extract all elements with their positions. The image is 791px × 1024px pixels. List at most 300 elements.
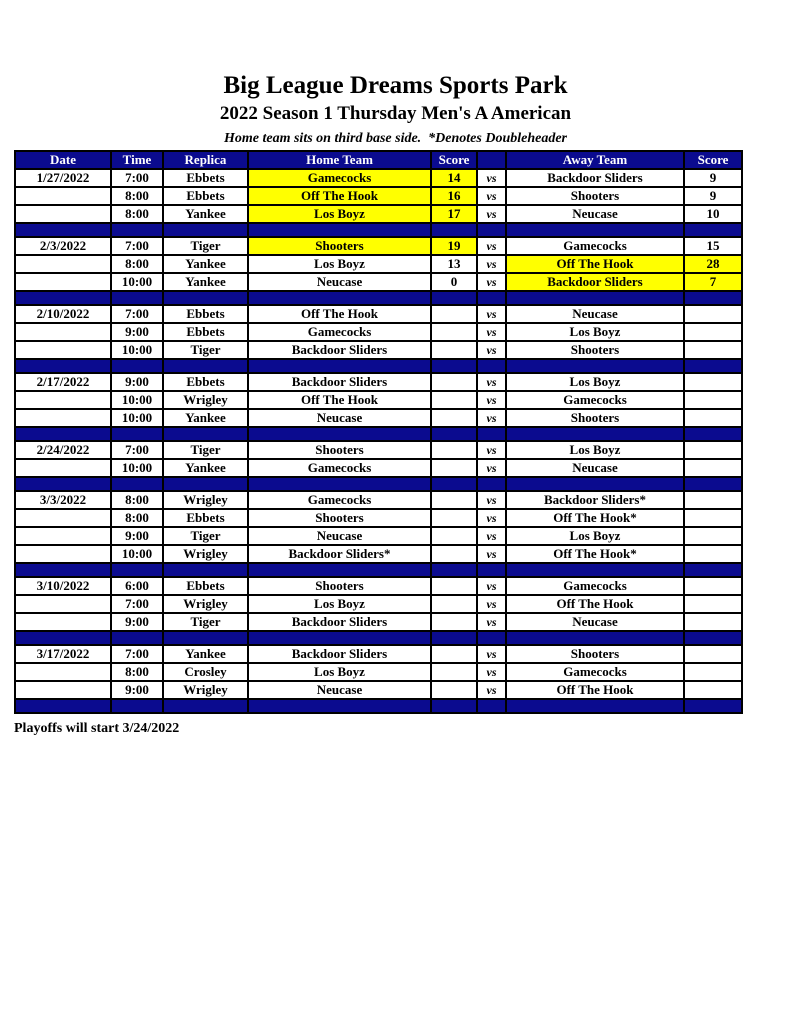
- vs-cell: vs: [477, 509, 506, 527]
- separator-cell: [111, 699, 163, 713]
- time-cell: 8:00: [111, 663, 163, 681]
- game-row: [15, 459, 742, 477]
- vs-cell: vs: [477, 663, 506, 681]
- away-team-cell: Los Boyz: [506, 527, 684, 545]
- away-team-cell: Neucase: [506, 305, 684, 323]
- away-score-cell: [684, 595, 742, 613]
- separator-cell: [684, 699, 742, 713]
- date-cell: 3/17/2022: [15, 645, 111, 663]
- time-cell: 7:00: [111, 441, 163, 459]
- game-row: [15, 509, 742, 527]
- home-team-cell: Los Boyz: [248, 205, 431, 223]
- page-title: Big League Dreams Sports Park: [223, 72, 568, 99]
- replica-cell: Wrigley: [163, 491, 248, 509]
- separator-cell: [431, 223, 477, 237]
- game-row: [15, 409, 742, 427]
- time-cell: 9:00: [111, 373, 163, 391]
- separator-cell: [431, 291, 477, 305]
- game-row: [15, 323, 742, 341]
- away-team-cell: Shooters: [506, 409, 684, 427]
- vs-cell: vs: [477, 409, 506, 427]
- replica-cell: Tiger: [163, 237, 248, 255]
- separator-cell: [684, 291, 742, 305]
- separator-cell: [248, 291, 431, 305]
- time-cell: 7:00: [111, 169, 163, 187]
- replica-cell: Yankee: [163, 255, 248, 273]
- replica-cell: Tiger: [163, 527, 248, 545]
- date-separator-row: [15, 477, 742, 491]
- date-cell: [15, 681, 111, 699]
- away-team-cell: Off The Hook: [506, 595, 684, 613]
- date-cell: [15, 391, 111, 409]
- home-score-cell: [431, 323, 477, 341]
- home-score-cell: 16: [431, 187, 477, 205]
- home-team-cell: Backdoor Sliders: [248, 613, 431, 631]
- replica-cell: Yankee: [163, 205, 248, 223]
- home-score-cell: [431, 409, 477, 427]
- away-score-cell: [684, 613, 742, 631]
- home-team-cell: Backdoor Sliders*: [248, 545, 431, 563]
- time-cell: 10:00: [111, 409, 163, 427]
- time-cell: 8:00: [111, 509, 163, 527]
- playoffs-note: Playoffs will start 3/24/2022: [14, 721, 180, 736]
- separator-cell: [15, 477, 111, 491]
- away-score-cell: 9: [684, 169, 742, 187]
- vs-cell: vs: [477, 391, 506, 409]
- table-header: [15, 151, 742, 169]
- away-team-cell: Backdoor Sliders: [506, 273, 684, 291]
- vs-cell: vs: [477, 305, 506, 323]
- home-team-cell: Los Boyz: [248, 663, 431, 681]
- date-cell: 1/27/2022: [15, 169, 111, 187]
- separator-cell: [15, 563, 111, 577]
- separator-cell: [163, 631, 248, 645]
- date-cell: [15, 255, 111, 273]
- replica-cell: Wrigley: [163, 391, 248, 409]
- replica-cell: Ebbets: [163, 305, 248, 323]
- home-score-cell: [431, 341, 477, 359]
- home-team-cell: Backdoor Sliders: [248, 341, 431, 359]
- separator-cell: [248, 699, 431, 713]
- column-header-home-team: Home Team: [248, 151, 431, 169]
- separator-cell: [248, 223, 431, 237]
- away-score-cell: [684, 323, 742, 341]
- time-cell: 10:00: [111, 545, 163, 563]
- game-row: [15, 373, 742, 391]
- home-team-cell: Shooters: [248, 509, 431, 527]
- separator-cell: [163, 563, 248, 577]
- separator-cell: [163, 291, 248, 305]
- away-score-cell: [684, 441, 742, 459]
- game-row: [15, 681, 742, 699]
- away-score-cell: [684, 545, 742, 563]
- separator-cell: [248, 427, 431, 441]
- separator-cell: [506, 427, 684, 441]
- home-team-cell: Off The Hook: [248, 305, 431, 323]
- away-score-cell: [684, 663, 742, 681]
- time-cell: 8:00: [111, 491, 163, 509]
- game-row: [15, 545, 742, 563]
- date-cell: [15, 545, 111, 563]
- away-score-cell: [684, 459, 742, 477]
- game-row: [15, 169, 742, 187]
- separator-cell: [684, 359, 742, 373]
- date-cell: [15, 341, 111, 359]
- vs-cell: vs: [477, 205, 506, 223]
- date-cell: [15, 527, 111, 545]
- home-score-cell: [431, 459, 477, 477]
- date-cell: [15, 409, 111, 427]
- separator-cell: [15, 699, 111, 713]
- page-header: [18, 0, 773, 146]
- away-score-cell: [684, 341, 742, 359]
- separator-cell: [111, 477, 163, 491]
- home-team-cell: Gamecocks: [248, 459, 431, 477]
- separator-cell: [477, 223, 506, 237]
- vs-cell: vs: [477, 441, 506, 459]
- vs-cell: vs: [477, 169, 506, 187]
- game-row: [15, 205, 742, 223]
- away-team-cell: Shooters: [506, 187, 684, 205]
- separator-cell: [477, 563, 506, 577]
- column-header-vs: [477, 151, 506, 169]
- home-team-cell: Gamecocks: [248, 169, 431, 187]
- time-cell: 10:00: [111, 459, 163, 477]
- time-cell: 9:00: [111, 613, 163, 631]
- game-row: [15, 341, 742, 359]
- separator-cell: [163, 359, 248, 373]
- home-team-cell: Gamecocks: [248, 491, 431, 509]
- date-cell: 3/10/2022: [15, 577, 111, 595]
- separator-cell: [248, 563, 431, 577]
- home-team-cell: Gamecocks: [248, 323, 431, 341]
- separator-cell: [506, 223, 684, 237]
- separator-cell: [111, 359, 163, 373]
- table-body: [15, 169, 742, 713]
- time-cell: 6:00: [111, 577, 163, 595]
- column-header-replica: Replica: [163, 151, 248, 169]
- away-team-cell: Los Boyz: [506, 373, 684, 391]
- home-score-cell: [431, 305, 477, 323]
- home-score-cell: 14: [431, 169, 477, 187]
- away-team-cell: Shooters: [506, 645, 684, 663]
- separator-cell: [684, 477, 742, 491]
- column-header-time: Time: [111, 151, 163, 169]
- away-score-cell: [684, 681, 742, 699]
- game-row: [15, 595, 742, 613]
- home-team-cell: Off The Hook: [248, 187, 431, 205]
- separator-cell: [111, 563, 163, 577]
- replica-cell: Yankee: [163, 459, 248, 477]
- home-score-cell: 17: [431, 205, 477, 223]
- replica-cell: Yankee: [163, 645, 248, 663]
- home-team-cell: Backdoor Sliders: [248, 645, 431, 663]
- away-team-cell: Backdoor Sliders: [506, 169, 684, 187]
- separator-cell: [163, 477, 248, 491]
- date-cell: [15, 509, 111, 527]
- time-cell: 10:00: [111, 341, 163, 359]
- away-team-cell: Gamecocks: [506, 237, 684, 255]
- time-cell: 7:00: [111, 305, 163, 323]
- home-team-cell: Shooters: [248, 237, 431, 255]
- time-cell: 10:00: [111, 391, 163, 409]
- away-score-cell: 15: [684, 237, 742, 255]
- separator-cell: [111, 291, 163, 305]
- game-row: [15, 527, 742, 545]
- replica-cell: Yankee: [163, 409, 248, 427]
- home-team-cell: Los Boyz: [248, 255, 431, 273]
- game-row: [15, 187, 742, 205]
- home-team-cell: Shooters: [248, 577, 431, 595]
- away-team-cell: Neucase: [506, 613, 684, 631]
- game-row: [15, 441, 742, 459]
- game-row: [15, 491, 742, 509]
- home-score-cell: [431, 441, 477, 459]
- replica-cell: Ebbets: [163, 323, 248, 341]
- vs-cell: vs: [477, 527, 506, 545]
- separator-cell: [506, 291, 684, 305]
- time-cell: 7:00: [111, 237, 163, 255]
- away-team-cell: Gamecocks: [506, 663, 684, 681]
- separator-cell: [431, 477, 477, 491]
- away-team-cell: Off The Hook*: [506, 509, 684, 527]
- date-cell: [15, 595, 111, 613]
- home-score-cell: [431, 577, 477, 595]
- time-cell: 7:00: [111, 645, 163, 663]
- game-row: [15, 645, 742, 663]
- away-score-cell: 10: [684, 205, 742, 223]
- away-team-cell: Backdoor Sliders*: [506, 491, 684, 509]
- separator-cell: [431, 699, 477, 713]
- replica-cell: Ebbets: [163, 169, 248, 187]
- date-cell: [15, 205, 111, 223]
- separator-cell: [111, 223, 163, 237]
- separator-cell: [684, 223, 742, 237]
- separator-cell: [248, 359, 431, 373]
- time-cell: 9:00: [111, 681, 163, 699]
- replica-cell: Ebbets: [163, 187, 248, 205]
- home-score-cell: [431, 373, 477, 391]
- separator-cell: [15, 223, 111, 237]
- date-cell: [15, 187, 111, 205]
- home-score-cell: 13: [431, 255, 477, 273]
- away-team-cell: Off The Hook: [506, 681, 684, 699]
- home-team-cell: Backdoor Sliders: [248, 373, 431, 391]
- date-cell: [15, 663, 111, 681]
- vs-cell: vs: [477, 323, 506, 341]
- date-separator-row: [15, 223, 742, 237]
- date-cell: 2/24/2022: [15, 441, 111, 459]
- date-cell: 3/3/2022: [15, 491, 111, 509]
- game-row: [15, 305, 742, 323]
- separator-cell: [477, 359, 506, 373]
- away-team-cell: Off The Hook*: [506, 545, 684, 563]
- separator-cell: [477, 699, 506, 713]
- home-team-cell: Neucase: [248, 409, 431, 427]
- date-separator-row: [15, 291, 742, 305]
- home-score-cell: [431, 545, 477, 563]
- replica-cell: Tiger: [163, 441, 248, 459]
- home-score-cell: [431, 613, 477, 631]
- separator-cell: [506, 631, 684, 645]
- separator-cell: [431, 563, 477, 577]
- separator-cell: [684, 427, 742, 441]
- vs-cell: vs: [477, 187, 506, 205]
- vs-cell: vs: [477, 255, 506, 273]
- home-team-cell: Shooters: [248, 441, 431, 459]
- away-team-cell: Shooters: [506, 341, 684, 359]
- separator-cell: [15, 291, 111, 305]
- separator-cell: [431, 631, 477, 645]
- away-team-cell: Los Boyz: [506, 323, 684, 341]
- vs-cell: vs: [477, 613, 506, 631]
- separator-cell: [506, 359, 684, 373]
- replica-cell: Ebbets: [163, 577, 248, 595]
- away-score-cell: [684, 373, 742, 391]
- game-row: [15, 577, 742, 595]
- time-cell: 9:00: [111, 323, 163, 341]
- away-team-cell: Los Boyz: [506, 441, 684, 459]
- home-team-cell: Neucase: [248, 681, 431, 699]
- home-score-cell: [431, 595, 477, 613]
- vs-cell: vs: [477, 273, 506, 291]
- vs-cell: vs: [477, 577, 506, 595]
- time-cell: 7:00: [111, 595, 163, 613]
- date-cell: [15, 459, 111, 477]
- replica-cell: Ebbets: [163, 373, 248, 391]
- header-row: [15, 151, 742, 169]
- away-team-cell: Neucase: [506, 205, 684, 223]
- away-score-cell: 9: [684, 187, 742, 205]
- schedule-table: [14, 150, 743, 714]
- home-team-cell: Neucase: [248, 273, 431, 291]
- separator-cell: [163, 427, 248, 441]
- away-score-cell: 7: [684, 273, 742, 291]
- separator-cell: [163, 223, 248, 237]
- away-score-cell: [684, 527, 742, 545]
- vs-cell: vs: [477, 237, 506, 255]
- column-header-score: Score: [431, 151, 477, 169]
- away-score-cell: [684, 491, 742, 509]
- separator-cell: [15, 427, 111, 441]
- separator-cell: [506, 477, 684, 491]
- replica-cell: Wrigley: [163, 545, 248, 563]
- home-team-cell: Neucase: [248, 527, 431, 545]
- home-team-cell: Off The Hook: [248, 391, 431, 409]
- away-score-cell: [684, 645, 742, 663]
- time-cell: 8:00: [111, 255, 163, 273]
- game-row: [15, 391, 742, 409]
- replica-cell: Crosley: [163, 663, 248, 681]
- separator-cell: [477, 631, 506, 645]
- game-row: [15, 255, 742, 273]
- vs-cell: vs: [477, 491, 506, 509]
- date-cell: 2/17/2022: [15, 373, 111, 391]
- column-header-away-team: Away Team: [506, 151, 684, 169]
- home-score-cell: 0: [431, 273, 477, 291]
- away-team-cell: Gamecocks: [506, 577, 684, 595]
- separator-cell: [163, 699, 248, 713]
- away-team-cell: Off The Hook: [506, 255, 684, 273]
- separator-cell: [684, 631, 742, 645]
- time-cell: 9:00: [111, 527, 163, 545]
- separator-cell: [477, 477, 506, 491]
- replica-cell: Tiger: [163, 341, 248, 359]
- date-cell: 2/10/2022: [15, 305, 111, 323]
- home-score-cell: [431, 391, 477, 409]
- replica-cell: Wrigley: [163, 681, 248, 699]
- page-subtitle: 2022 Season 1 Thursday Men's A American: [219, 103, 572, 124]
- home-team-note: Home team sits on third base side. *Denotes Doubleheader: [224, 131, 567, 146]
- game-row: [15, 613, 742, 631]
- replica-cell: Ebbets: [163, 509, 248, 527]
- away-score-cell: [684, 577, 742, 595]
- date-cell: [15, 323, 111, 341]
- date-cell: 2/3/2022: [15, 237, 111, 255]
- time-cell: 8:00: [111, 205, 163, 223]
- vs-cell: vs: [477, 681, 506, 699]
- date-separator-row: [15, 359, 742, 373]
- separator-cell: [506, 563, 684, 577]
- home-team-cell: Los Boyz: [248, 595, 431, 613]
- vs-cell: vs: [477, 595, 506, 613]
- replica-cell: Yankee: [163, 273, 248, 291]
- separator-cell: [684, 563, 742, 577]
- home-score-cell: [431, 509, 477, 527]
- date-cell: [15, 613, 111, 631]
- home-score-cell: [431, 645, 477, 663]
- separator-cell: [431, 359, 477, 373]
- separator-cell: [111, 631, 163, 645]
- away-score-cell: [684, 391, 742, 409]
- separator-cell: [111, 427, 163, 441]
- separator-cell: [15, 359, 111, 373]
- date-cell: [15, 273, 111, 291]
- date-separator-row: [15, 563, 742, 577]
- game-row: [15, 237, 742, 255]
- vs-cell: vs: [477, 645, 506, 663]
- away-score-cell: [684, 409, 742, 427]
- vs-cell: vs: [477, 459, 506, 477]
- away-score-cell: [684, 509, 742, 527]
- home-score-cell: [431, 663, 477, 681]
- home-score-cell: [431, 681, 477, 699]
- date-separator-row: [15, 699, 742, 713]
- separator-cell: [506, 699, 684, 713]
- separator-cell: [248, 631, 431, 645]
- vs-cell: vs: [477, 341, 506, 359]
- away-score-cell: [684, 305, 742, 323]
- home-score-cell: [431, 491, 477, 509]
- separator-cell: [431, 427, 477, 441]
- date-separator-row: [15, 631, 742, 645]
- vs-cell: vs: [477, 545, 506, 563]
- away-score-cell: 28: [684, 255, 742, 273]
- game-row: [15, 663, 742, 681]
- separator-cell: [477, 427, 506, 441]
- date-separator-row: [15, 427, 742, 441]
- replica-cell: Tiger: [163, 613, 248, 631]
- game-row: [15, 273, 742, 291]
- replica-cell: Wrigley: [163, 595, 248, 613]
- column-header-date: Date: [15, 151, 111, 169]
- home-score-cell: [431, 527, 477, 545]
- time-cell: 10:00: [111, 273, 163, 291]
- separator-cell: [477, 291, 506, 305]
- time-cell: 8:00: [111, 187, 163, 205]
- away-team-cell: Gamecocks: [506, 391, 684, 409]
- separator-cell: [248, 477, 431, 491]
